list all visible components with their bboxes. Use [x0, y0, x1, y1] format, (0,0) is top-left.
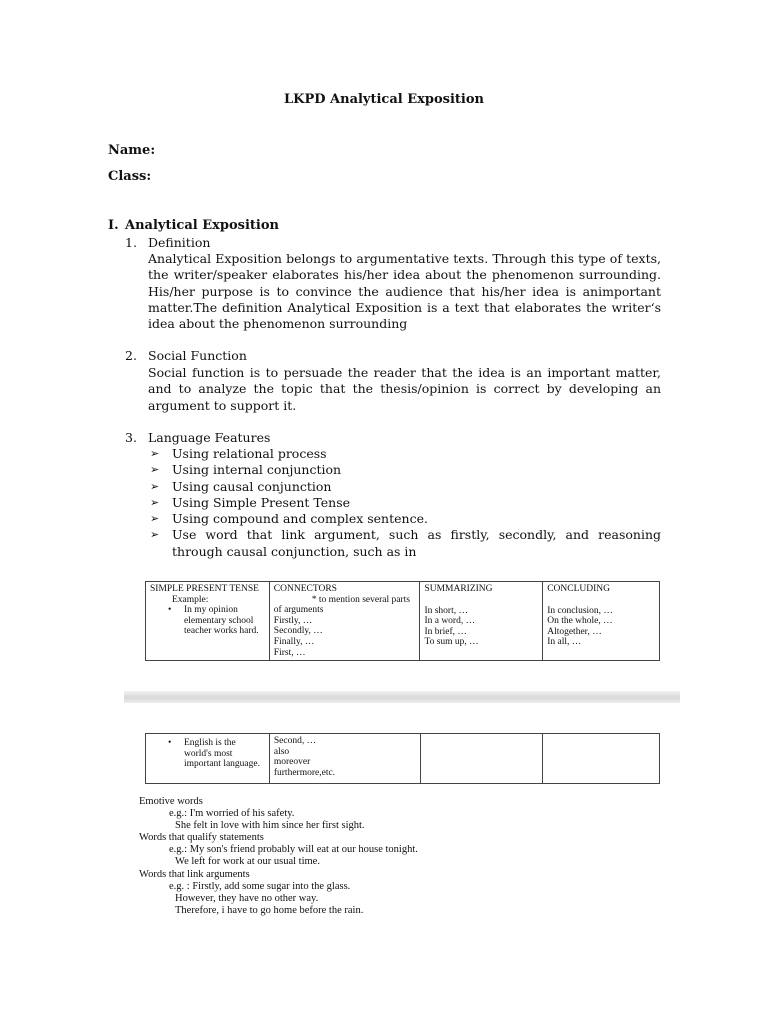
header-simple-present: SIMPLE PRESENT TENSE	[150, 584, 259, 594]
list-item: ➢ Using internal conjunction	[150, 462, 342, 478]
table-row	[146, 734, 660, 784]
list-item: ➢ Using Simple Present Tense	[150, 494, 351, 510]
item-1-heading: Definition	[148, 235, 211, 250]
arrow-bullet-icon: ➢	[150, 495, 160, 509]
table-cell: CONCLUDING In conclusion, … On the whole, … Altogether, … In all, …	[543, 582, 660, 661]
connectors-table	[145, 581, 660, 661]
section-heading	[108, 218, 279, 233]
table-cell: Second, … also moreover furthermore,etc.	[269, 734, 420, 784]
class-label: Class:	[108, 169, 152, 184]
item-2-heading: Social Function	[148, 348, 247, 363]
language-features-list	[150, 446, 661, 560]
connectors-note: * to mention several parts	[311, 594, 410, 605]
item-1-body: Analytical Exposition belongs to argumentative texts. Through this type of texts, the writer/speaker elaborates his/her idea about the phenomenon surrounding. His/her purpose is to convince the audience that his/her idea is animportant matter.The definition Analytical Exposition is a text that elaborates the writer‘s idea about the phenomenon surrounding	[148, 251, 661, 332]
link-heading: Words that link arguments	[139, 868, 250, 880]
arrow-bullet-icon: ➢	[150, 479, 160, 493]
bullet-dot-icon: •	[168, 738, 172, 748]
table-cell	[146, 734, 270, 784]
list-item: ➢ Use word that link argument, such as firstly, secondly, and reasoning through causal conjunction, such as in	[150, 527, 661, 559]
list-item: ➢ Using relational process	[150, 446, 327, 461]
item-2-number: 2.	[125, 348, 137, 363]
section-number: I.	[108, 218, 119, 233]
list-item: ➢ Using compound and complex sentence.	[150, 511, 428, 527]
words-section: Emotive words e.g.: I'm worried of his safety. She felt in love with him since her first sight. Words that qualify statements e.g.: My son's friend probably will eat at our house tonight. We left for work at our usual time. Words that link arguments e.g. : Firstly, add some sugar into the glass. However, they have no other way. Therefore, i have to go home before the rain.	[139, 796, 418, 916]
example-label: Example:	[172, 594, 209, 605]
connectors-table-continued	[145, 733, 660, 784]
arrow-bullet-icon: ➢	[150, 447, 160, 460]
arrow-bullet-icon: ➢	[150, 528, 160, 542]
header-summarizing: SUMMARIZING	[424, 584, 493, 594]
table-cell	[420, 734, 543, 784]
section-title: Analytical Exposition	[125, 218, 279, 233]
item-3-number: 3.	[125, 430, 137, 445]
qualify-heading: Words that qualify statements	[139, 832, 264, 844]
header-connectors: CONNECTORS	[273, 584, 337, 594]
bullet-dot-icon: •	[168, 605, 172, 616]
name-label: Name:	[108, 143, 156, 158]
table-cell: SUMMARIZING In short, … In a word, … In brief, … To sum up, …	[420, 582, 543, 661]
arrow-bullet-icon: ➢	[150, 512, 160, 526]
table-row	[146, 582, 660, 661]
item-1-number: 1.	[125, 235, 137, 250]
item-3-heading: Language Features	[148, 430, 271, 445]
list-item: ➢ Using causal conjunction	[150, 478, 332, 494]
page-title: LKPD Analytical Exposition	[284, 92, 484, 107]
table-cell	[543, 734, 660, 784]
arrow-bullet-icon: ➢	[150, 463, 160, 477]
page-divider	[124, 691, 680, 703]
header-concluding: CONCLUDING	[547, 584, 611, 594]
table-cell: CONNECTORS * to mention several parts of arguments Firstly, … Secondly, … Finally, … First, …	[269, 582, 420, 661]
example-sentence: In my opinion elementary school teacher works hard.	[184, 605, 259, 637]
example-sentence: English is the world's most important language.	[184, 738, 260, 770]
table-cell	[146, 582, 270, 661]
item-2-body: Social function is to persuade the reader that the idea is an important matter, and to analyze the topic that the thesis/opinion is correct by developing an argument to support it.	[148, 365, 661, 413]
emotive-heading: Emotive words	[139, 796, 203, 807]
